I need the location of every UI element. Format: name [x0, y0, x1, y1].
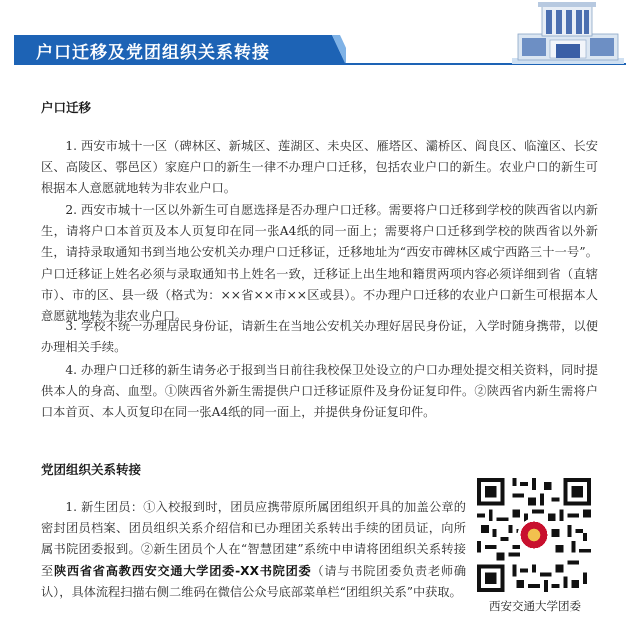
hukou-paragraph-2: 2. 西安市城十一区以外新生可自愿选择是否办理户口迁移。需要将户口迁移到学校的陕西省以内新生，请将户口本首页及本人页复印在同一张A4纸的同一面上；需要将户口迁移到学校的陕西省以外新生，请持录取通知书到当地公安机关办理户口迁移证，迁移地址为“西安市碑林区咸宁西路三十一号”。户口迁移证上姓名必须与录取通知书上姓名一致，迁移证上出生地和籍贯两项内容必须详细到省（直辖市）、市的区、县一级（格式为：××省××市××区或县）。不办理户口迁移的农业户口新生可根据本人意愿就地转为非农业户口。	[41, 203, 598, 324]
page-title: 户口迁移及党团组织关系转接	[36, 43, 270, 63]
section-title-party: 党团组织关系转接	[41, 462, 142, 477]
header-banner	[14, 35, 346, 65]
hukou-paragraph-4: 4. 办理户口迁移的新生请务必于报到当日前往我校保卫处设立的户口办理处提交相关资料，同时提供本人的身高、血型。①陕西省外新生需提供户口迁移证原件及身份证复印件。②陕西省内新生需将户口本首页、本人页复印在同一张A4纸的同一面上，并提供身份证复印件。	[41, 363, 598, 420]
hukou-paragraph-1: 1. 西安市城十一区（碑林区、新城区、莲湖区、未央区、雁塔区、灞桥区、阎良区、临潼区、长安区、高陵区、鄠邑区）家庭户口的新生一律不办理户口迁移，包括农业户口的新生。农业户口的新生可根据本人意愿就地转为非农业户口。	[41, 139, 598, 196]
party-paragraph-1	[41, 497, 466, 603]
party-text-part2: （请与书院团委负责老师确认），具体流程扫描右侧二维码在微信公众号底部菜单栏“团组织关系”中获取。	[41, 563, 467, 599]
party-text-part1: 1. 新生团员：①入校报到时，团员应携带原所属团组织开具的加盖公章的密封团员档案、团员组织关系介绍信和已办理团关系转出手续的团员证，向所属书院团委报到。②新生团员个人在“智慧团建”系统中申请将团组织关系转接至	[41, 500, 466, 578]
section-title-hukou: 户口迁移	[41, 100, 92, 115]
party-text-bold: 陕西省省高教西安交通大学团委-XX书院团委	[53, 563, 312, 578]
hukou-paragraph-3: 3. 学校不统一办理居民身份证，请新生在当地公安机关办理好居民身份证，入学时随身携带，以便办理相关手续。	[41, 319, 598, 355]
library-building-icon	[512, 0, 624, 64]
qr-caption: 西安交通大学团委	[489, 599, 581, 613]
qr-code-icon[interactable]	[477, 478, 591, 592]
